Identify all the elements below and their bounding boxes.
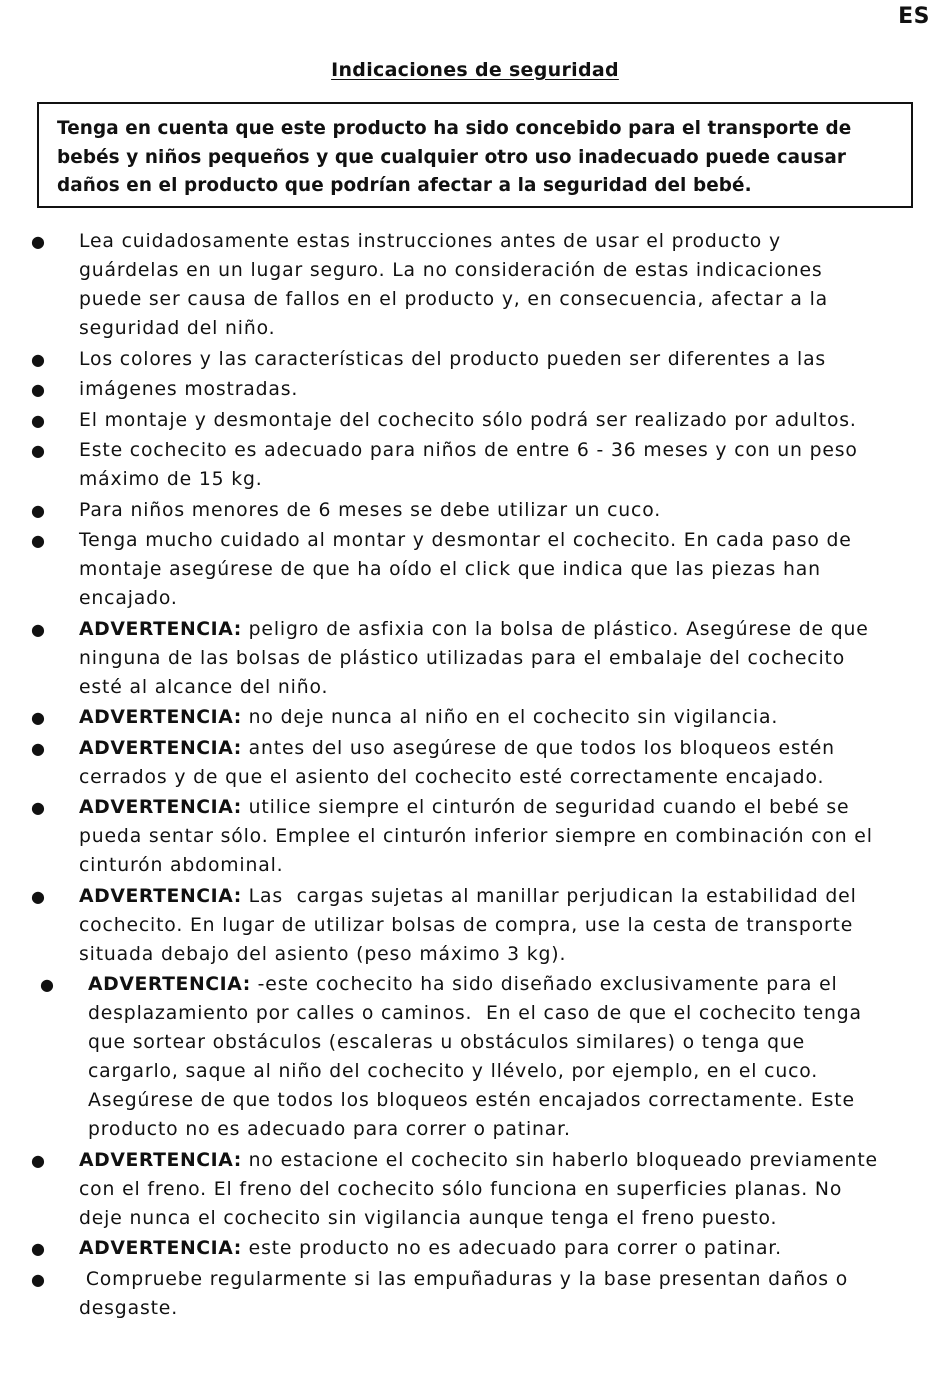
list-item-text: El montaje y desmontaje del cochecito sólo podrá ser realizado por adultos. xyxy=(79,409,857,431)
list-item xyxy=(0,436,950,494)
language-code: ES xyxy=(898,4,930,29)
list-item-line xyxy=(79,555,920,584)
list-item-line xyxy=(79,1146,920,1175)
list-item-text: encajado. xyxy=(79,588,178,609)
list-item-line xyxy=(79,227,920,256)
list-item-text: seguridad del niño. xyxy=(79,318,276,339)
list-item-text: imágenes mostradas. xyxy=(79,379,299,400)
list-item-text: peligro de asfixia con la bolsa de plástico. Asegúrese de que xyxy=(241,618,869,640)
list-item-text: este producto no es adecuado para correr o patinar. xyxy=(241,1238,782,1259)
list-item-text: deje nunca el cochecito sin vigilancia aunque tenga el freno puesto. xyxy=(79,1207,778,1229)
list-item-text: desplazamiento por calles o caminos. En el caso de que el cochecito tenga xyxy=(88,1003,862,1024)
list-item-line xyxy=(88,999,920,1028)
list-item-line xyxy=(79,703,920,732)
list-item-text: con el freno. El freno del cochecito sólo funciona en superficies planas. No xyxy=(79,1178,843,1200)
list-item xyxy=(0,345,950,374)
list-item-text: utilice siempre el cinturón de seguridad cuando el bebé se xyxy=(241,797,850,818)
list-item-text: que sortear obstáculos (escaleras u obstáculos similares) o tenga que xyxy=(88,1032,806,1053)
bullet-icon: ● xyxy=(31,1239,46,1258)
list-item-line xyxy=(88,1028,920,1057)
safety-instructions-list xyxy=(0,227,950,1324)
list-item-text: máximo de 15 kg. xyxy=(79,469,263,490)
list-item-text: desgaste. xyxy=(79,1297,179,1319)
bullet-icon: ● xyxy=(31,441,46,460)
list-item-text: cinturón abdominal. xyxy=(79,855,284,876)
warning-label: ADVERTENCIA: xyxy=(79,797,242,818)
list-item-line xyxy=(79,465,920,494)
list-item-line xyxy=(79,911,920,940)
list-item-text: producto no es adecuado para correr o patinar. xyxy=(88,1119,571,1140)
list-item-text: cargarlo, saque al niño del cochecito y llévelo, por ejemplo, en el cuco. xyxy=(88,1061,819,1082)
list-item-line xyxy=(79,1265,920,1294)
list-item-text: ninguna de las bolsas de plástico utilizadas para el embalaje del cochecito xyxy=(79,647,846,669)
page-title: Indicaciones de seguridad xyxy=(331,59,619,81)
list-item-line xyxy=(79,406,920,435)
list-item xyxy=(0,1234,950,1263)
list-item-text: puede ser causa de fallos en el producto y, en consecuencia, afectar a la xyxy=(79,289,829,310)
list-item-line xyxy=(79,436,920,465)
list-item-line xyxy=(79,644,920,673)
list-item-line xyxy=(79,256,920,285)
list-item xyxy=(0,375,950,404)
warning-label: ADVERTENCIA: xyxy=(79,737,242,759)
bullet-icon: ● xyxy=(31,500,46,520)
list-item xyxy=(0,615,950,702)
list-item xyxy=(0,526,950,613)
list-item-text: no deje nunca al niño en el cochecito sin vigilancia. xyxy=(241,707,779,728)
notice-line: bebés y niños pequeños y que cualquier otro uso inadecuado puede causar xyxy=(57,146,847,168)
bullet-icon: ● xyxy=(31,410,46,430)
list-item-line xyxy=(88,1086,920,1115)
list-item-line xyxy=(79,793,920,822)
list-item xyxy=(0,793,950,880)
warning-label: ADVERTENCIA: xyxy=(79,885,242,907)
list-item-text: -este cochecito ha sido diseñado exclusivamente para el xyxy=(250,974,838,995)
list-item-text: antes del uso asegúrese de que todos los bloqueos estén xyxy=(241,737,835,759)
list-item xyxy=(0,1265,950,1323)
bullet-icon: ● xyxy=(31,531,46,550)
warning-label: ADVERTENCIA: xyxy=(79,618,242,640)
list-item-text: cerrados y de que el asiento del cochecito esté correctamente encajado. xyxy=(79,766,825,788)
list-item-line xyxy=(79,882,920,911)
list-item-line xyxy=(79,822,920,851)
list-item-text: Compruebe regularmente si las empuñaduras y la base presentan daños o xyxy=(79,1268,849,1290)
list-item-text: cochecito. En lugar de utilizar bolsas de compra, use la cesta de transporte xyxy=(79,914,854,936)
list-item-line xyxy=(79,763,920,792)
list-item xyxy=(0,1146,950,1233)
list-item-text: esté al alcance del niño. xyxy=(79,676,329,698)
list-item-text: montaje asegúrese de que ha oído el click que indica que las piezas han xyxy=(79,559,821,580)
notice-line: daños en el producto que podrían afectar a la seguridad del bebé. xyxy=(57,175,752,196)
list-item-text: Tenga mucho cuidado al montar y desmontar el cochecito. En cada paso de xyxy=(79,530,852,551)
bullet-icon: ● xyxy=(31,738,46,758)
warning-label: ADVERTENCIA: xyxy=(79,707,242,728)
bullet-icon: ● xyxy=(31,1269,46,1289)
list-item-line xyxy=(79,1204,920,1233)
bullet-icon: ● xyxy=(40,975,55,994)
warning-label: ADVERTENCIA: xyxy=(79,1149,242,1171)
bullet-icon: ● xyxy=(31,708,46,727)
list-item xyxy=(0,406,950,435)
bullet-icon: ● xyxy=(31,886,46,906)
list-item xyxy=(0,703,950,732)
list-item xyxy=(0,496,950,525)
list-item-text: no estacione el cochecito sin haberlo bloqueado previamente xyxy=(241,1149,878,1171)
bullet-icon: ● xyxy=(31,619,46,639)
list-item-line xyxy=(79,526,920,555)
bullet-icon: ● xyxy=(31,380,46,399)
list-item-line xyxy=(79,1175,920,1204)
notice-box xyxy=(37,102,913,208)
list-item-line xyxy=(79,314,920,343)
list-item-line xyxy=(79,285,920,314)
list-item-line xyxy=(79,345,920,374)
list-item-line xyxy=(79,851,920,880)
list-item xyxy=(0,970,950,1144)
list-item-line xyxy=(79,375,920,404)
list-item-line xyxy=(79,673,920,702)
warning-label: ADVERTENCIA: xyxy=(79,1238,242,1259)
list-item-line xyxy=(79,1294,920,1323)
list-item-text: Asegúrese de que todos los bloqueos estén encajados correctamente. Este xyxy=(88,1090,855,1111)
list-item-line xyxy=(79,496,920,525)
list-item-line xyxy=(88,1115,920,1144)
list-item xyxy=(0,882,950,969)
bullet-icon: ● xyxy=(31,232,46,251)
list-item-text: Las cargas sujetas al manillar perjudican la estabilidad del xyxy=(241,885,857,907)
list-item-line xyxy=(88,970,920,999)
list-item-line xyxy=(79,940,920,969)
list-item-text: Los colores y las características del producto pueden ser diferentes a las xyxy=(79,348,827,370)
list-item xyxy=(0,734,950,792)
list-item-text: situada debajo del asiento (peso máximo 3 kg). xyxy=(79,943,567,965)
list-item-text: Para niños menores de 6 meses se debe utilizar un cuco. xyxy=(79,499,662,521)
list-item-line xyxy=(88,1057,920,1086)
list-item-text: guárdelas en un lugar seguro. La no consideración de estas indicaciones xyxy=(79,260,823,281)
warning-label: ADVERTENCIA: xyxy=(88,974,251,995)
list-item-line xyxy=(79,615,920,644)
list-item-text: pueda sentar sólo. Emplee el cinturón inferior siempre en combinación con el xyxy=(79,826,873,847)
list-item-line xyxy=(79,584,920,613)
list-item-text: Este cochecito es adecuado para niños de entre 6 - 36 meses y con un peso xyxy=(79,440,858,461)
bullet-icon: ● xyxy=(31,1150,46,1170)
list-item-line xyxy=(79,734,920,763)
notice-line: Tenga en cuenta que este producto ha sido concebido para el transporte de xyxy=(57,118,852,139)
bullet-icon: ● xyxy=(31,798,46,817)
list-item-text: Lea cuidadosamente estas instrucciones antes de usar el producto y xyxy=(79,231,781,252)
bullet-icon: ● xyxy=(31,349,46,369)
list-item-line xyxy=(79,1234,920,1263)
list-item xyxy=(0,227,950,343)
